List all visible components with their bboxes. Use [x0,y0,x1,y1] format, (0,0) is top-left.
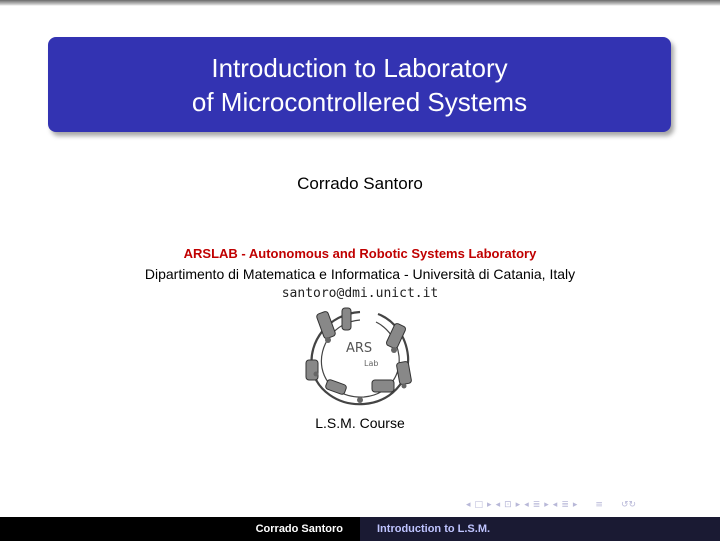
next-arrow-icon[interactable]: ▸ [572,500,578,510]
logo-subtext: Lab [364,359,379,368]
align-icon[interactable]: ≡ [595,500,603,510]
search-loop-icon[interactable]: ↺↻ [620,500,637,510]
title-line-2: of Microcontrollered Systems [191,86,528,117]
next-arrow-icon[interactable]: ▸ [544,500,549,510]
prev-arrow-icon[interactable]: ◂ [466,500,471,510]
prev-arrow-icon[interactable]: ◂ [552,500,558,510]
frame-icon[interactable]: □ [474,500,484,510]
email: santoro@dmi.unict.it [281,286,439,301]
footer-title: Introduction to L.S.M. [360,517,720,541]
section-icon[interactable]: ≣ [532,500,541,510]
arslab-logo [298,302,422,410]
title-line-1: Introduction to Laboratory [211,52,508,83]
lab-name: ARSLAB - Autonomous and Robotic Systems Laboratory [183,246,537,261]
logo-text: ARS [346,341,373,356]
department: Dipartimento di Matematica e Informatica - Università di Catania, Italy [144,266,576,282]
next-arrow-icon[interactable]: ▸ [487,500,492,510]
footer [0,517,720,541]
course-name: L.S.M. Course [315,415,405,431]
top-strip [0,0,720,6]
footer-author: Corrado Santoro [0,517,360,541]
next-arrow-icon[interactable]: ▸ [515,500,521,510]
prev-arrow-icon[interactable]: ◂ [495,500,501,510]
prev-arrow-icon[interactable]: ◂ [524,500,529,510]
subsection-icon[interactable]: ⊡ [504,500,512,510]
section-icon[interactable]: ≣ [561,500,569,510]
beamer-navigation [466,497,716,513]
author-name: Corrado Santoro [297,174,423,193]
title-box [48,37,671,132]
